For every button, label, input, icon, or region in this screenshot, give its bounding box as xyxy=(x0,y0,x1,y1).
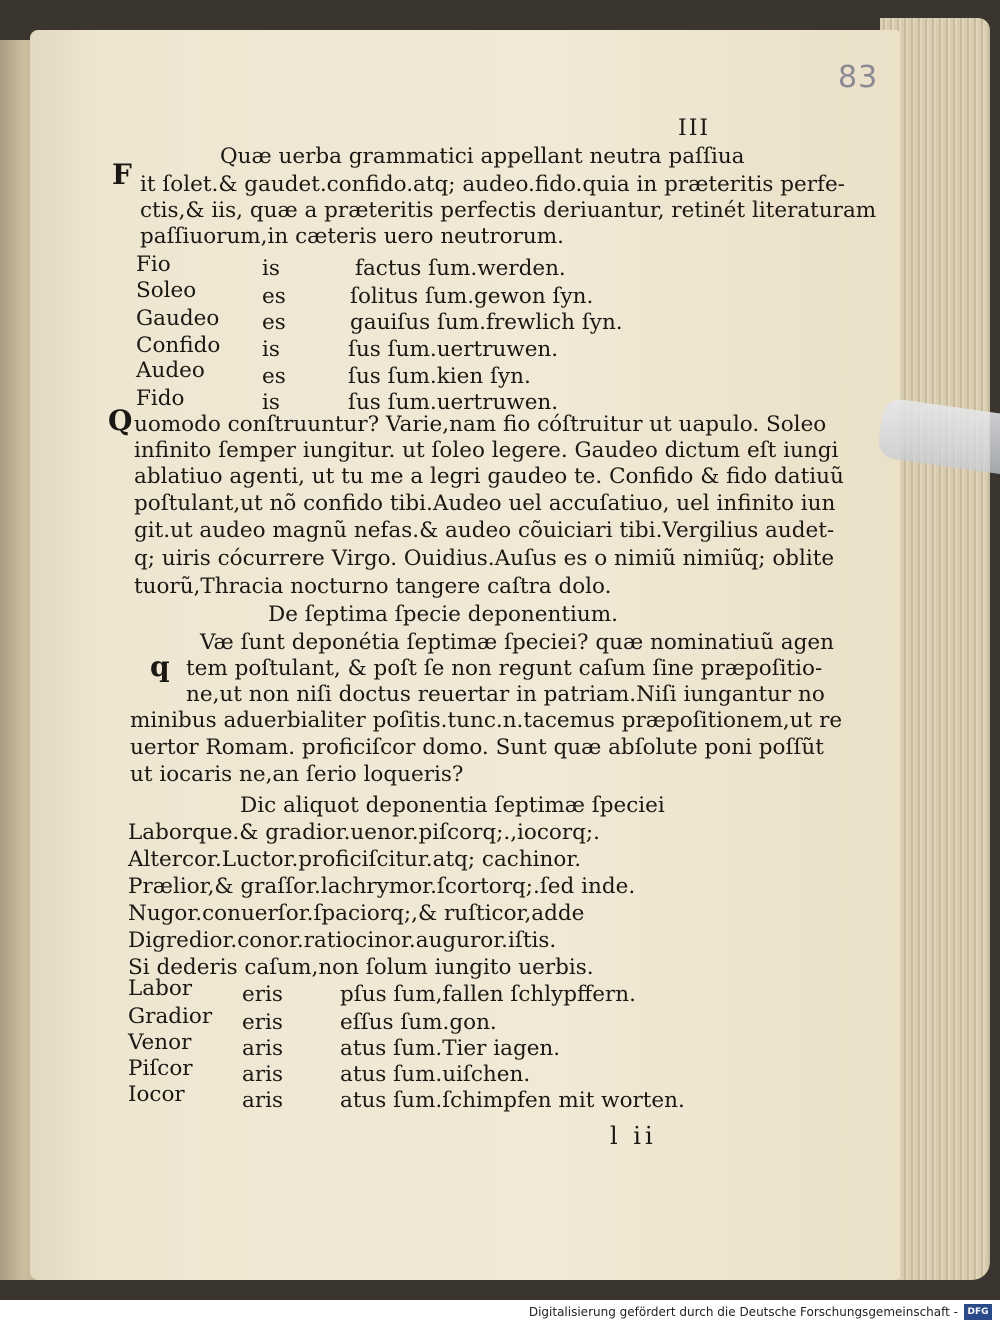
verb-cell: Gradior xyxy=(128,1004,213,1029)
verb-cell: Fio xyxy=(136,252,171,277)
para-2-line: tuorũ,Thracia nocturno tangere caſtra dolo. xyxy=(134,574,612,599)
perfect-cell: ſus ſum.kien ſyn. xyxy=(348,364,531,389)
perfect-cell: ſus ſum.uertruwen. xyxy=(348,390,559,415)
para-2-line: infinito ſemper iungitur. ut ſoleo legere. Gaudeo dictum eſt iungi xyxy=(134,438,839,463)
heading-dic-aliquot: Dic aliquot deponentia ſeptimæ ſpeciei xyxy=(240,793,665,818)
verb-cell: Iocor xyxy=(128,1082,185,1107)
perfect-cell: atus ſum.ſchimpfen mit worten. xyxy=(340,1088,685,1113)
ending-cell: aris xyxy=(242,1036,284,1061)
footer-bar xyxy=(0,1300,1000,1326)
initial-q-small: q xyxy=(150,650,170,683)
initial-f: F xyxy=(112,158,132,191)
verb-cell: Venor xyxy=(128,1030,192,1055)
perfect-cell: eſſus ſum.gon. xyxy=(340,1010,497,1035)
para-3-line: tem poſtulant, & poſt ſe non regunt caſum ſine præpoſitio- xyxy=(186,656,823,681)
ending-cell: es xyxy=(262,364,286,389)
para-2-line: uomodo conſtruuntur? Varie,nam fio cóſtruitur ut uapulo. Soleo xyxy=(134,412,827,437)
verse-line: Laborque.& gradior.uenor.piſcorq;.,iocorq;. xyxy=(128,820,600,845)
para-3-line: ne,ut non niſi doctus reuertar in patriam.Niſi iungantur no xyxy=(186,682,825,707)
perfect-cell: ſolitus ſum.gewon ſyn. xyxy=(350,284,594,309)
heading-septima-specie: De ſeptima ſpecie deponentium. xyxy=(268,602,618,627)
verb-cell: Confido xyxy=(136,333,221,358)
para-3-line: Væ ſunt deponétia ſeptimæ ſpeciei? quæ nominatiuũ agen xyxy=(200,630,834,655)
ending-cell: is xyxy=(262,256,280,281)
para-2-line: q; uiris cócurrere Virgo. Ouidius.Auſus es o nimiũ nimiũq; oblite xyxy=(134,546,835,571)
ending-cell: eris xyxy=(242,982,283,1007)
perfect-cell: pſus ſum,fallen ſchlypffern. xyxy=(340,982,636,1007)
verse-line: Digredior.conor.ratiocinor.auguror.iſtis. xyxy=(128,928,557,953)
ending-cell: eris xyxy=(242,1010,283,1035)
verse-line: Si dederis caſum,non ſolum iungito uerbis. xyxy=(128,955,594,980)
verse-line: Prælior,& graſſor.lachrymor.ſcortorq;.ſed inde. xyxy=(128,874,636,899)
para-3-line: minibus aduerbialiter poſitis.tunc.n.tacemus præpoſitionem,ut re xyxy=(130,708,843,733)
para-1-line: paſſiuorum,in cæteris uero neutrorum. xyxy=(140,224,564,249)
perfect-cell: atus ſum.Tier iagen. xyxy=(340,1036,561,1061)
signature-mark: l ii xyxy=(610,1122,657,1150)
verb-cell: Fido xyxy=(136,386,185,411)
verb-cell: Piſcor xyxy=(128,1056,193,1081)
perfect-cell: factus ſum.werden. xyxy=(355,256,566,281)
perfect-cell: atus ſum.uiſchen. xyxy=(340,1062,531,1087)
verb-cell: Gaudeo xyxy=(136,306,220,331)
verb-cell: Labor xyxy=(128,976,193,1001)
verse-line: Nugor.conuerſor.ſpaciorq;,& ruſticor,adde xyxy=(128,901,585,926)
ending-cell: es xyxy=(262,284,286,309)
ending-cell: is xyxy=(262,390,280,415)
funding-credit: Digitalisierung gefördert durch die Deutsche Forschungsgemeinschaft - xyxy=(528,1305,958,1319)
perfect-cell: gauiſus ſum.frewlich ſyn. xyxy=(350,310,623,335)
ending-cell: aris xyxy=(242,1062,284,1087)
para-3-line: ut iocaris ne,an ſerio loqueris? xyxy=(130,762,464,787)
ending-cell: es xyxy=(262,310,286,335)
pencil-page-number: 83 xyxy=(838,60,879,95)
initial-q: Q xyxy=(108,404,133,437)
ending-cell: is xyxy=(262,337,280,362)
ending-cell: aris xyxy=(242,1088,284,1113)
verse-line: Altercor.Luctor.proficiſcitur.atq; cachinor. xyxy=(128,847,582,872)
para-3-line: uertor Romam. proficiſcor domo. Sunt quæ abſolute poni poſſũt xyxy=(130,735,824,760)
folio-number: III xyxy=(678,116,711,141)
para-2-line: ablatiuo agenti, ut tu me a legri gaudeo te. Confido & fido datiuũ xyxy=(134,464,844,489)
verb-cell: Soleo xyxy=(136,278,197,303)
perfect-cell: ſus ſum.uertruwen. xyxy=(348,337,559,362)
verb-cell: Audeo xyxy=(136,358,205,383)
para-2-line: git.ut audeo magnũ nefas.& audeo cõuiciari tibi.Vergilius audet- xyxy=(134,518,835,543)
heading-neutra-passiua: Quæ uerba grammatici appellant neutra paſſiua xyxy=(220,144,745,169)
para-2-line: poſtulant,ut nõ confido tibi.Audeo uel accuſatiuo, uel infinito iun xyxy=(134,491,836,516)
para-1-line: it ſolet.& gaudet.confido.atq; audeo.fido.quia in præteritis perfe- xyxy=(140,172,845,197)
para-1-line: ctis,& iis, quæ a præteritis perfectis deriuantur, retinét literaturam xyxy=(140,198,877,223)
dfg-logo-icon: DFG xyxy=(964,1304,992,1320)
